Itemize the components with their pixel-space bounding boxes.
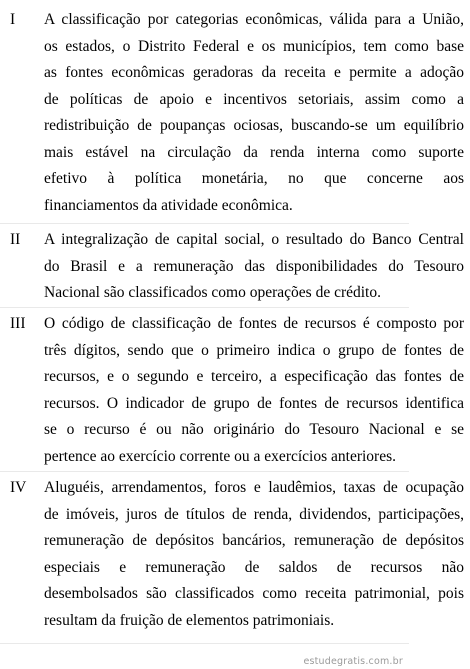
text-line: Nacional são classificados como operações de crédito. bbox=[44, 284, 381, 301]
text-line: recursos. O indicador de grupo de fontes de recursos identifica bbox=[44, 394, 464, 412]
text-line: as fontes econômicas geradoras da receita e permite a adoção bbox=[44, 64, 464, 81]
text-line: efetivo à política monetária, no que concerne aos bbox=[44, 170, 464, 187]
text-line: recursos, e o segundo e terceiro, a especificação das fontes de bbox=[44, 368, 464, 385]
text-line: de políticas de apoio e incentivos setoriais, assim como a bbox=[44, 90, 464, 108]
text-line: remuneração de depósitos bancários, remuneração de depósitos bbox=[44, 532, 464, 549]
text-line: Aluguéis, arrendamentos, foros e laudêmios, taxas de ocupação bbox=[44, 479, 464, 496]
text-line: resultam da fruição de elementos patrimoniais. bbox=[44, 611, 335, 629]
text-line: mais estável na circulação da renda interna como suporte bbox=[44, 143, 464, 161]
text-line: de imóveis, juros de títulos de renda, dividendos, participações, bbox=[44, 505, 464, 523]
text-line: especiais e remuneração de saldos de recursos não bbox=[44, 558, 464, 576]
statement-numeral: II bbox=[10, 231, 21, 248]
text-line: A classificação por categorias econômicas, válida para a União, bbox=[44, 11, 464, 28]
text-line: A integralização de capital social, o resultado do Banco Central bbox=[44, 231, 464, 248]
separator-line bbox=[0, 223, 409, 224]
separator-line bbox=[0, 471, 409, 472]
statement-numeral: I bbox=[10, 11, 16, 28]
separator-line bbox=[0, 307, 409, 308]
statement-text bbox=[44, 7, 464, 219]
text-line: redistribuição de poupanças ociosas, buscando-se um equilíbrio bbox=[44, 117, 464, 134]
statement-text bbox=[44, 227, 464, 307]
statement-numeral: III bbox=[10, 315, 26, 332]
text-line: O código de classificação de fontes de recursos é composto por bbox=[44, 315, 464, 332]
text-line: os estados, o Distrito Federal e os municípios, tem como base bbox=[44, 37, 464, 55]
separator-line bbox=[0, 643, 409, 644]
text-line: pertence ao exercício corrente ou a exercícios anteriores. bbox=[44, 447, 396, 465]
text-line: três dígitos, sendo que o primeiro indica o grupo de fontes de bbox=[44, 341, 464, 359]
statement-text bbox=[44, 311, 464, 470]
text-line: financiamentos da atividade econômica. bbox=[44, 196, 293, 214]
statement-numeral: IV bbox=[10, 479, 27, 496]
site-watermark: estudegratis.com.br bbox=[303, 656, 403, 667]
text-line: desembolsados são classificados como receita patrimonial, pois bbox=[44, 585, 464, 602]
text-line: do Brasil e a remuneração das disponibilidades do Tesouro bbox=[44, 257, 464, 275]
text-line: se o recurso é ou não originário do Tesouro Nacional e se bbox=[44, 421, 464, 438]
statement-text bbox=[44, 475, 464, 634]
